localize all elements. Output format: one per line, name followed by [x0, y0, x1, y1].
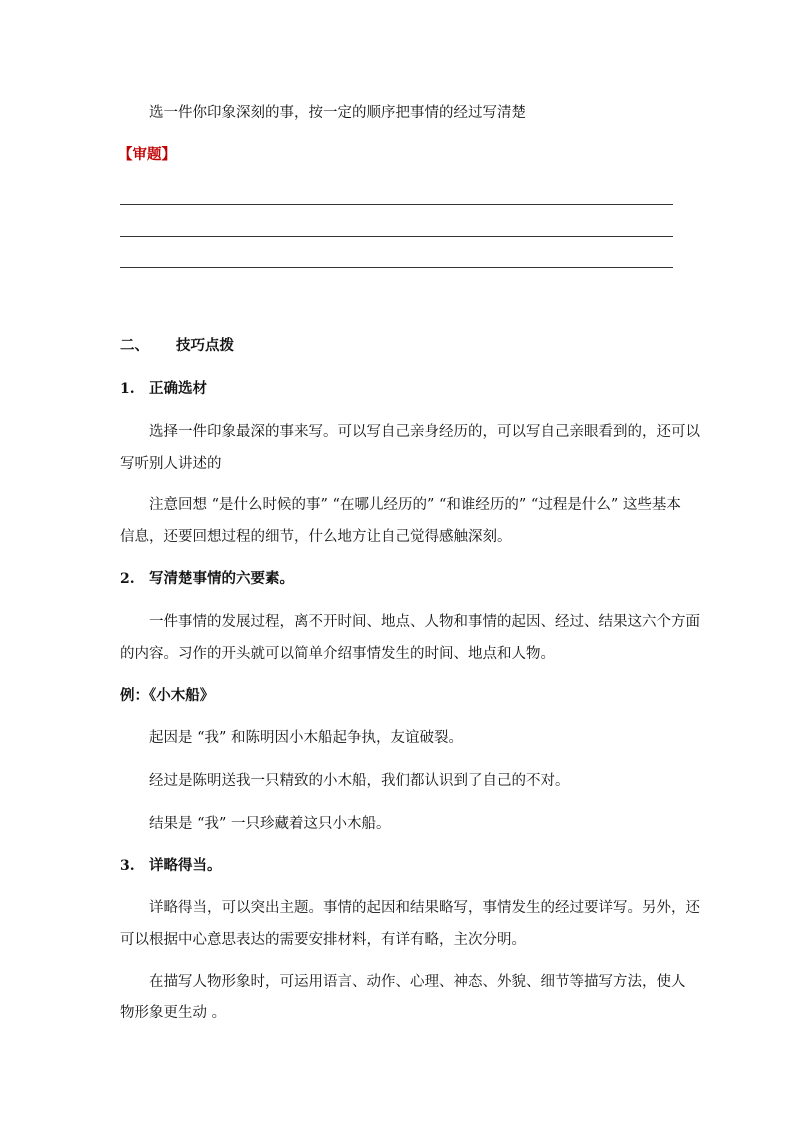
example-process: 经过是陈明送我一只精致的小木船，我们都认识到了自己的不对。 — [149, 773, 570, 789]
tip3-number: 3. — [120, 858, 135, 874]
section-number: 二、 — [120, 337, 149, 354]
tip3-paragraph2-line1: 在描写人物形象时，可运用语言、动作、心理、神态、外貌、细节等描写方法，使人 — [149, 974, 686, 990]
answer-line-1 — [120, 204, 673, 205]
tip2-title: 写清楚事情的六要素。 — [149, 570, 294, 587]
answer-line-3 — [120, 267, 673, 268]
answer-line-2 — [120, 236, 673, 237]
tip1-paragraph2-line1: 注意回想 “是什么时候的事” “在哪儿经历的” “和谁经历的” “过程是什么” 这些基本 — [149, 497, 681, 513]
tip3-paragraph1-line2: 可以根据中心意思表达的需要安排材料，有详有略，主次分明。 — [120, 932, 526, 948]
tip2-paragraph1-line2: 的内容。习作的开头就可以简单介绍事情发生的时间、地点和人物。 — [120, 646, 555, 662]
tip3-title: 详略得当。 — [149, 857, 222, 874]
tip1-title: 正确选材 — [149, 380, 207, 397]
tip3-paragraph1-line1: 详略得当，可以突出主题。事情的起因和结果略写，事情发生的经过要详写。另外，还 — [149, 900, 700, 916]
tip2-paragraph1-line1: 一件事情的发展过程，离不开时间、地点、人物和事情的起因、经过、结果这六个方面 — [149, 614, 700, 630]
writing-prompt: 选一件你印象深刻的事，按一定的顺序把事情的经过写清楚 — [149, 105, 526, 121]
example-cause: 起因是 “我” 和陈明因小木船起争执，友谊破裂。 — [149, 730, 464, 746]
tip1-paragraph2-line2: 信息，还要回想过程的细节，什么地方让自己觉得感触深刻。 — [120, 529, 512, 545]
tip1-paragraph1-line2: 写听别人讲述的 — [120, 456, 222, 472]
tip1-paragraph1-line1: 选择一件印象最深的事来写。可以写自己亲身经历的，可以写自己亲眼看到的，还可以 — [149, 424, 700, 440]
tip2-number: 2. — [120, 571, 135, 587]
section-title: 技巧点拨 — [176, 337, 234, 354]
review-label: 【审题】 — [118, 146, 176, 163]
example-label: 例：《小木船》 — [120, 687, 215, 704]
example-result: 结果是 “我” 一只珍藏着这只小木船。 — [149, 816, 391, 832]
tip3-paragraph2-line2: 物形象更生动 。 — [120, 1005, 227, 1021]
tip1-number: 1. — [120, 381, 135, 397]
